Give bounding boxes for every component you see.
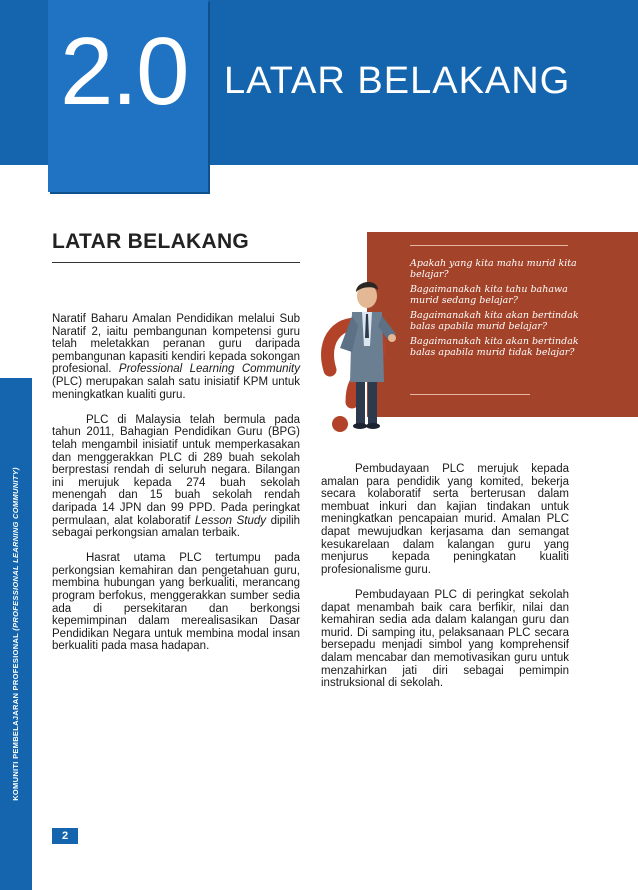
paragraph-text: (PLC) merupakan salah satu inisiatif KPM untuk meningkatkan kualiti guru. [52,375,300,401]
body-column-right [321,463,569,702]
callout-top-rule [410,245,568,246]
chapter-number: 2.0 [60,18,188,125]
heading-divider [52,262,300,263]
body-paragraph [52,414,300,540]
body-column-left [52,313,300,666]
paragraph-text: dipilih sebagai perkongsian amalan terbaik. [52,514,301,540]
side-running-title [1,394,31,874]
paragraph-text: Naratif Baharu Amalan Pendidikan melalui Sub Naratif 2, iaitu pembangunan kompetensi guru telah meletakkan peranan guru daripada pembangunan kapasiti kendiri kepada sokongan profesional. [52,313,300,376]
callout-question: Bagaimanakah kita akan bertindak balas apabila murid belajar? [410,310,579,332]
body-paragraph: Pembudayaan PLC merujuk kepada amalan para pendidik yang komited, bekerja secara kolaboratif serta berterusan dalam membuat inkuri dan kajian tindakan untuk meningkatkan pencapaian murid. Amalan PLC dapat mewujudkan kerjasama dan semangat kesukarelaan dalam kalangan guru yang menjurus kepada peningkatan kualiti profesionalisme guru. [321,463,569,576]
callout-question: Apakah yang kita mahu murid kita belajar? [410,258,577,280]
callout-questions [410,258,580,362]
body-paragraph: Hasrat utama PLC tertumpu pada perkongsian kemahiran dan pengetahuan guru, membina hubungan yang berkualiti, merancang program berfokus, menggerakkan sumber sedia ada di persekitaran dan berkongsi kepemimpinan dalam merealisasikan Dasar Pendidikan Negara untuk membina modal insan berkualiti pada masa hadapan. [52,552,300,653]
callout-bottom-rule [410,394,530,395]
paragraph-italic: Professional Learning Community [118,363,300,376]
callout-question: Bagaimanakah kita akan bertindak balas apabila murid tidak belajar? [410,336,579,358]
side-title-italic: (PROFESSIONAL LEARNING COMMUNITY) [11,467,20,631]
body-paragraph: Pembudayaan PLC di peringkat sekolah dapat menambah baik cara berfikir, nilai dan kemahiran sedia ada dalam kalangan guru dan murid. Di samping itu, pelaksanaan PLC secara bersepadu menjadi simbol yang komprehensif dalam mencabar dan memotivasikan guru untuk menzahirkan jati diri sebagai pemimpin instruksional di sekolah. [321,588,569,690]
section-heading: LATAR BELAKANG [52,230,250,253]
teacher-question-mark-illustration [312,278,422,436]
body-paragraph [52,313,300,401]
callout-question: Bagaimanakah kita tahu bahawa murid sedang belajar? [410,284,568,306]
paragraph-italic: Lesson Study [194,514,267,527]
chapter-title: LATAR BELAKANG [224,60,571,102]
side-title-main: KOMUNITI PEMBELAJARAN PROFESIONAL [11,630,20,801]
paragraph-text: PLC di Malaysia telah bermula pada tahun 2011, Bahagian Pendidikan Guru (BPG) telah mengambil inisiatif untuk memperkasakan dan menggerakkan PLC di 289 buah sekolah berprestasi rendah di seluruh negara. Bilangan ini merujuk kepada 274 buah sekolah menengah dan 15 buah sekolah rendah daripada 14 JPN dan 99 PPD. Pada peringkat permulaan, alat kolaboratif [52,413,300,527]
page-number: 2 [52,828,78,844]
